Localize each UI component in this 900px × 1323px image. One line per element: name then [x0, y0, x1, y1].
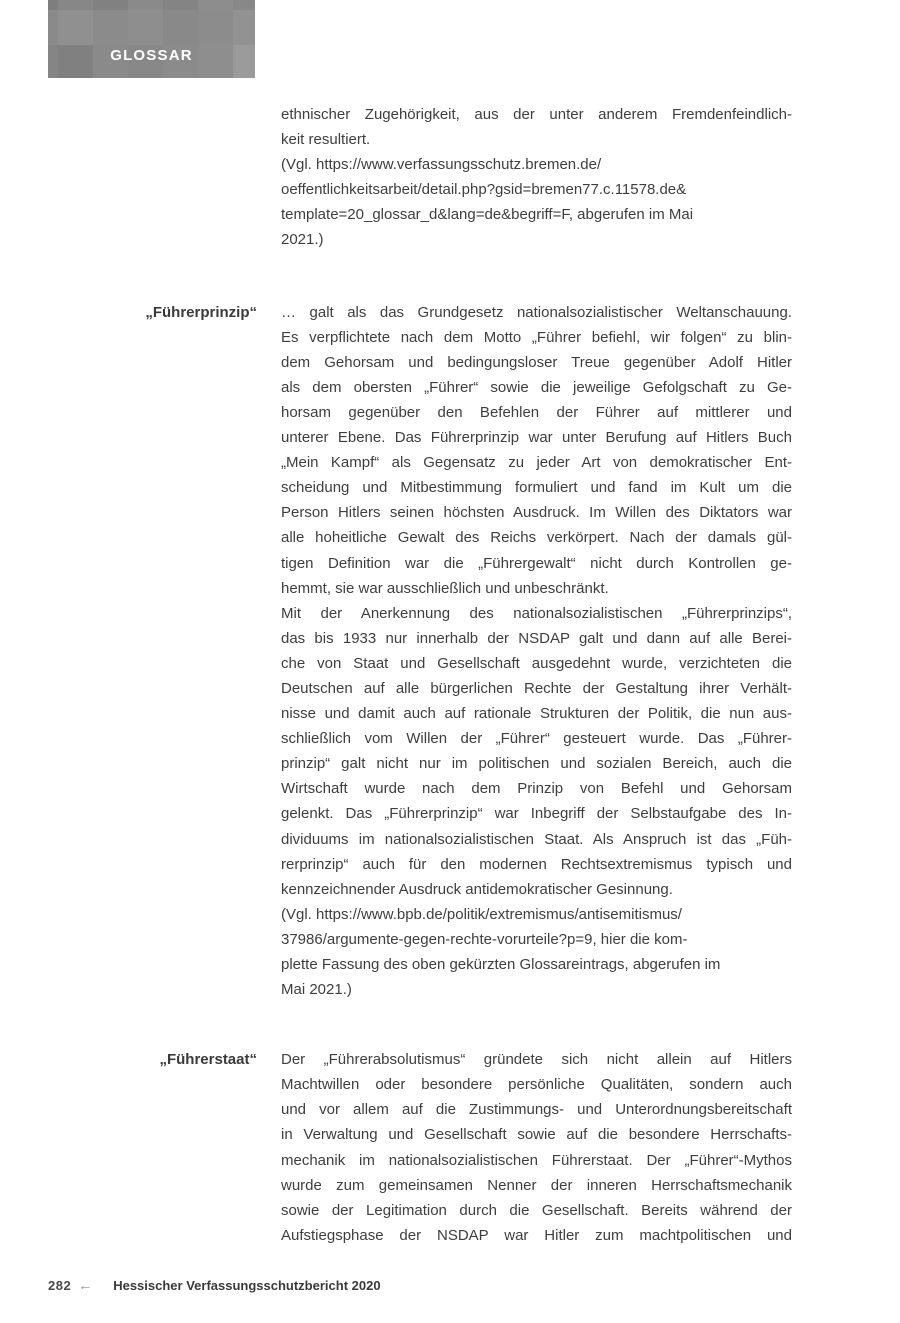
- glossary-line: wurde zum gemeinsamen Nenner der inneren Herrschaftsmechanik: [281, 1176, 792, 1194]
- mosaic-tile: [163, 0, 198, 10]
- glossary-line: oeffentlichkeitsarbeit/detail.php?gsid=bremen77.c.11578.de&: [281, 181, 687, 199]
- glossary-line: sowie der Legitimation durch die Gesellschaft. Bereits während der: [281, 1201, 792, 1219]
- page-footer: [48, 1277, 381, 1293]
- header-mosaic: [48, 0, 255, 78]
- glossary-line: rerprinzip“ auch für den modernen Rechtsextremismus typisch und: [281, 855, 792, 873]
- glossary-line: kennzeichnender Ausdruck antidemokratischer Gesinnung.: [281, 880, 673, 898]
- glossary-entry: [159, 1047, 792, 1248]
- mosaic-tile: [58, 0, 93, 10]
- glossary-line: „Mein Kampf“ als Gegensatz zu jeder Art von demokratischer Ent-: [281, 454, 792, 472]
- mosaic-tile: [128, 0, 163, 10]
- mosaic-tile: [128, 10, 163, 45]
- glossary-line: Person Hitlers seinen höchsten Ausdruck. Im Willen des Diktators war: [281, 504, 792, 522]
- glossary-line: tigen Definition war die „Führergewalt“ nicht durch Kontrollen ge-: [281, 554, 792, 572]
- glossary-line: Deutschen auf alle bürgerlichen Rechte der Gestaltung ihrer Verhält-: [281, 679, 792, 697]
- report-title: Hessischer Verfassungsschutzbericht 2020: [113, 1278, 381, 1293]
- glossary-line: ethnischer Zugehörigkeit, aus der unter anderem Fremdenfeindlich-: [281, 106, 792, 123]
- glossary-term: „Führerprinzip“: [145, 303, 257, 321]
- glossary-line: keit resultiert.: [281, 131, 371, 149]
- glossary-line: (Vgl. https://www.verfassungsschutz.bremen.de/: [281, 156, 602, 174]
- glossary-line: Der „Führerabsolutismus“ gründete sich nicht allein auf Hitlers: [281, 1051, 792, 1069]
- glossary-content: [145, 102, 792, 1248]
- glossary-line: Machtwillen oder besondere persönliche Qualitäten, sondern auch: [281, 1076, 792, 1094]
- mosaic-tile: [48, 0, 58, 10]
- mosaic-tile: [198, 0, 233, 10]
- glossary-line: … galt als das Grundgesetz nationalsozialistischer Weltanschauung.: [281, 303, 792, 321]
- mosaic-tile: [198, 10, 233, 45]
- mosaic-tile: [58, 10, 93, 45]
- mosaic-tile: [48, 10, 58, 45]
- left-arrow-icon: ←: [78, 1277, 93, 1293]
- glossary-line: als dem obersten „Führer“ sowie die jeweilige Gefolgschaft zu Ge-: [281, 378, 792, 396]
- glossary-line: 2021.): [281, 231, 324, 249]
- glossary-line: Mit der Anerkennung des nationalsozialistischen „Führerprinzips“,: [281, 604, 792, 622]
- glossary-entry: [145, 300, 792, 1003]
- glossary-line: hemmt, sie war ausschließlich und unbeschränkt.: [281, 579, 609, 597]
- glossary-line: scheidung und Mitbestimmung formuliert und fand im Kult um die: [281, 479, 792, 497]
- glossary-line: che von Staat und Gesellschaft ausgedehnt wurde, verzichteten die: [281, 654, 792, 672]
- glossary-line: Aufstiegsphase der NSDAP war Hitler zum machtpolitischen und: [281, 1226, 792, 1244]
- glossary-line: (Vgl. https://www.bpb.de/politik/extremismus/antisemitismus/: [281, 905, 682, 923]
- glossary-line: template=20_glossar_d&lang=de&begriff=F, abgerufen im Mai: [281, 206, 694, 224]
- glossary-line: plette Fassung des oben gekürzten Glossareintrags, abgerufen im: [281, 956, 721, 973]
- mosaic-tile: [163, 10, 198, 45]
- glossary-term: „Führerstaat“: [159, 1051, 257, 1069]
- glossary-line: Es verpflichtete nach dem Motto „Führer befiehl, wir folgen“ zu blin-: [281, 328, 792, 346]
- glossary-entry: [281, 102, 792, 253]
- glossary-line: Wirtschaft wurde nach dem Prinzip von Befehl und Gehorsam: [281, 780, 792, 798]
- mosaic-tile: [93, 10, 128, 45]
- glossary-line: unterer Ebene. Das Führerprinzip war unter Berufung auf Hitlers Buch: [281, 429, 792, 447]
- mosaic-tile: [233, 0, 255, 10]
- mosaic-tile: [93, 0, 128, 10]
- glossary-line: dividuums im nationalsozialistischen Staat. Als Anspruch ist das „Füh-: [281, 830, 792, 848]
- glossary-line: prinzip“ galt nicht nur im politischen und sozialen Bereich, auch die: [281, 755, 792, 773]
- glossary-line: in Verwaltung und Gesellschaft sowie auf die besondere Herrschafts-: [281, 1126, 792, 1144]
- glossary-line: 37986/argumente-gegen-rechte-vorurteile?p=9, hier die kom-: [281, 930, 688, 948]
- glossary-line: schließlich vom Willen der „Führer“ gesteuert wurde. Das „Führer-: [281, 730, 792, 748]
- glossary-line: mechanik im nationalsozialistischen Führerstaat. Der „Führer“-Mythos: [281, 1151, 792, 1169]
- glossary-line: nisse und damit auch auf rationale Strukturen der Politik, die nun aus-: [281, 705, 792, 723]
- glossary-line: das bis 1933 nur innerhalb der NSDAP galt und dann auf alle Berei-: [281, 629, 792, 647]
- glossary-line: und vor allem auf die Zustimmungs- und Unterordnungsbereitschaft: [281, 1101, 792, 1119]
- glossary-line: dem Gehorsam und bedingungsloser Treue gegenüber Adolf Hitler: [281, 353, 792, 371]
- glossary-line: gelenkt. Das „Führerprinzip“ war Inbegriff der Selbstaufgabe des In-: [281, 805, 792, 823]
- mosaic-tile: [233, 10, 255, 45]
- glossary-line: Mai 2021.): [281, 981, 352, 999]
- glossary-line: alle hoheitliche Gewalt des Reichs verkörpert. Nach der damals gül-: [281, 529, 792, 547]
- page-number: 282: [48, 1278, 72, 1293]
- glossary-line: horsam gegenüber den Befehlen der Führer auf mittlerer und: [281, 403, 792, 421]
- page-title: GLOSSAR: [110, 47, 193, 64]
